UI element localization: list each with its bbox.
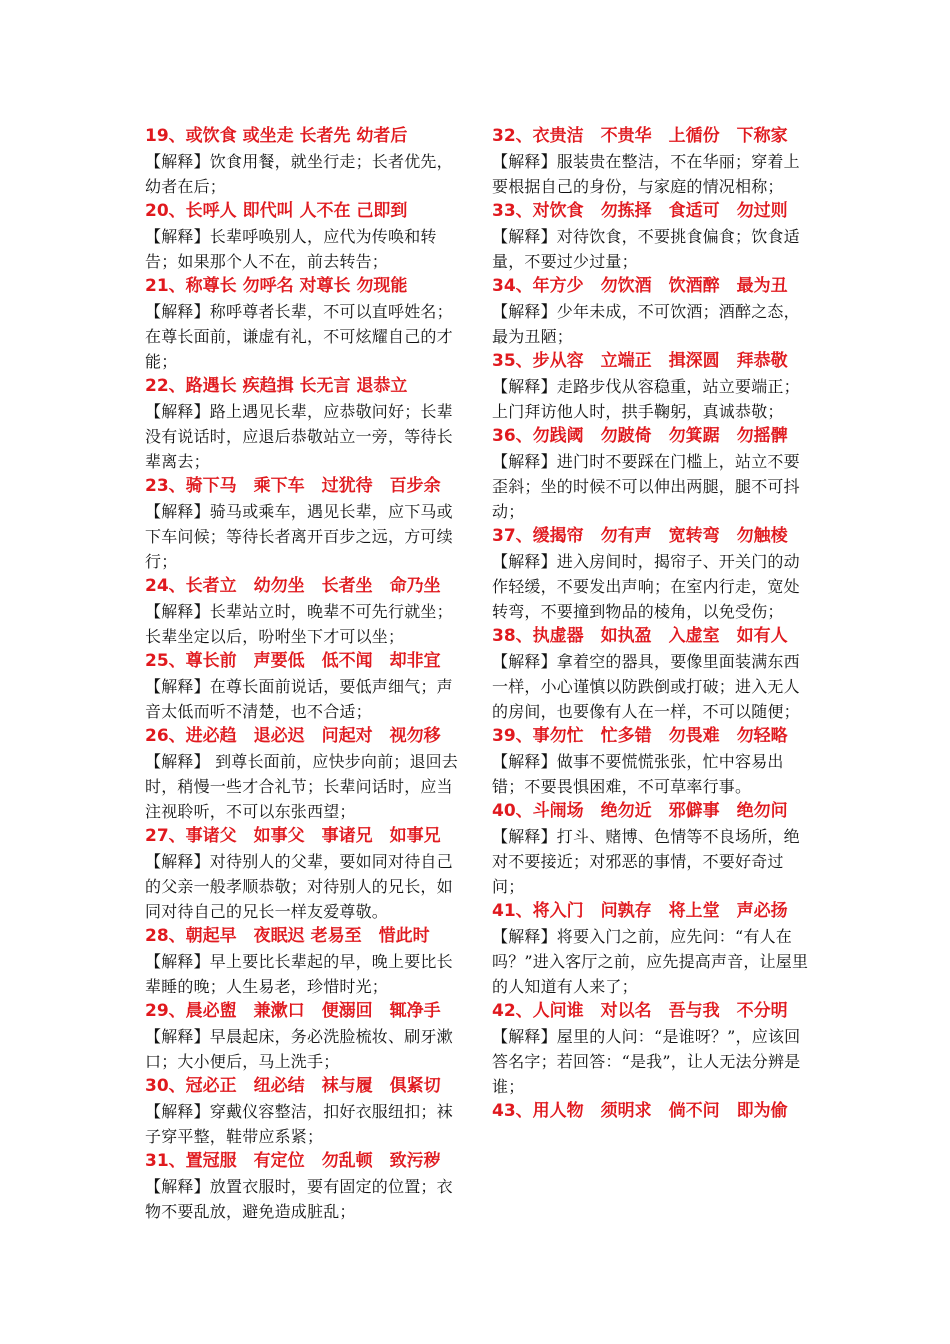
verse-explanation: 【解释】打斗、赌博、色情等不良场所，绝对不要接近；对邪恶的事情，不要好奇过问； xyxy=(492,827,800,896)
verse-entry xyxy=(492,624,812,724)
verse-heading: 41、将入门 问孰存 将上堂 声必扬 xyxy=(492,901,788,921)
verse-heading: 20、长呼人 即代叫 人不在 己即到 xyxy=(145,201,408,221)
verse-explanation: 【解释】进入房间时，揭帘子、开关门的动作轻缓，不要发出声响；在室内行走，宽处转弯，不要撞到物品的棱角，以免受伤； xyxy=(492,552,800,621)
verse-heading: 37、缓揭帘 勿有声 宽转弯 勿触棱 xyxy=(492,526,788,546)
verse-heading: 25、尊长前 声要低 低不闻 却非宜 xyxy=(145,651,441,671)
verse-explanation: 【解释】将要入门之前，应先问：“有人在吗？”进入客厅之前，应先提高声音，让屋里的人知道有人来了； xyxy=(492,927,809,996)
verse-entry xyxy=(145,1149,465,1224)
verse-explanation: 【解释】长辈呼唤别人，应代为传唤和转告；如果那个人不在，前去转告； xyxy=(145,227,437,271)
verse-entry xyxy=(492,999,812,1099)
verse-explanation: 【解释】穿戴仪容整洁，扣好衣服纽扣；袜子穿平整，鞋带应系紧； xyxy=(145,1102,453,1146)
verse-heading: 34、年方少 勿饮酒 饮酒醉 最为丑 xyxy=(492,276,788,296)
verse-explanation: 【解释】屋里的人问：“是谁呀？”，应该回答名字；若回答：“是我”，让人无法分辨是谁； xyxy=(492,1027,801,1096)
verse-explanation: 【解释】放置衣服时，要有固定的位置；衣物不要乱放，避免造成脏乱； xyxy=(145,1177,453,1221)
verse-entry xyxy=(492,349,812,424)
verse-explanation: 【解释】在尊长面前说话，要低声细气；声音太低而听不清楚，也不合适； xyxy=(145,677,453,721)
verse-entry xyxy=(145,274,465,374)
verse-explanation: 【解释】骑马或乘车，遇见长辈，应下马或下车问候；等待长者离开百步之远，方可续行； xyxy=(145,502,453,571)
verse-heading: 40、斗闹场 绝勿近 邪僻事 绝勿问 xyxy=(492,801,788,821)
verse-entry xyxy=(145,1074,465,1149)
verse-heading: 43、用人物 须明求 倘不问 即为偷 xyxy=(492,1101,788,1121)
verse-entry xyxy=(145,649,465,724)
verse-heading: 23、骑下马 乘下车 过犹待 百步余 xyxy=(145,476,441,496)
verse-explanation: 【解释】进门时不要踩在门槛上，站立不要歪斜；坐的时候不可以伸出两腿，腿不可抖动； xyxy=(492,452,800,521)
verse-explanation: 【解释】少年未成，不可饮酒；酒醉之态，最为丑陋； xyxy=(492,302,800,346)
verse-explanation: 【解释】早晨起床，务必洗脸梳妆、刷牙漱口；大小便后，马上洗手； xyxy=(145,1027,453,1071)
verse-explanation: 【解释】做事不要慌慌张张，忙中容易出错；不要畏惧困难，不可草率行事。 xyxy=(492,752,784,796)
verse-entry xyxy=(145,824,465,924)
verse-entry xyxy=(145,374,465,474)
verse-entry xyxy=(492,124,812,199)
verse-explanation: 【解释】饮食用餐，就坐行走；长者优先，幼者在后； xyxy=(145,152,453,196)
verse-entry xyxy=(492,274,812,349)
verse-explanation: 【解释】走路步伐从容稳重，站立要端正；上门拜访他人时，拱手鞠躬，真诚恭敬； xyxy=(492,377,800,421)
verse-explanation: 【解释】早上要比长辈起的早，晚上要比长辈睡的晚；人生易老，珍惜时光； xyxy=(145,952,453,996)
verse-heading: 35、步从容 立端正 揖深圆 拜恭敬 xyxy=(492,351,788,371)
verse-heading: 21、称尊长 勿呼名 对尊长 勿现能 xyxy=(145,276,408,296)
verse-explanation: 【解释】对待饮食，不要挑食偏食；饮食适量，不要过少过量； xyxy=(492,227,800,271)
verse-heading: 28、朝起早 夜眠迟 老易至 惜此时 xyxy=(145,926,430,946)
verse-explanation: 【解释】对待别人的父辈，要如同对待自己的父亲一般孝顺恭敬；对待别人的兄长，如同对待自己的兄长一样友爱尊敬。 xyxy=(145,852,453,921)
verse-explanation: 【解释】拿着空的器具，要像里面装满东西一样，小心谨慎以防跌倒或打破；进入无人的房间，也要像有人在一样，不可以随便； xyxy=(492,652,800,721)
verse-heading: 30、冠必正 纽必结 袜与履 俱紧切 xyxy=(145,1076,441,1096)
verse-explanation: 【解释】 到尊长面前，应快步向前；退回去时，稍慢一些才合礼节；长辈问话时，应当注视聆听，不可以东张西望； xyxy=(145,752,459,821)
verse-entry xyxy=(145,724,465,824)
verse-entry xyxy=(492,524,812,624)
verse-heading: 19、或饮食 或坐走 长者先 幼者后 xyxy=(145,126,408,146)
verse-heading: 27、事诸父 如事父 事诸兄 如事兄 xyxy=(145,826,441,846)
verse-entry xyxy=(145,199,465,274)
verse-heading: 31、置冠服 有定位 勿乱顿 致污秽 xyxy=(145,1151,441,1171)
verse-entry xyxy=(492,899,812,999)
verse-entry xyxy=(492,724,812,799)
verse-entry xyxy=(492,199,812,274)
verse-entry xyxy=(145,574,465,649)
verse-entry xyxy=(492,424,812,524)
verse-explanation: 【解释】服装贵在整洁，不在华丽；穿着上要根据自己的身份，与家庭的情况相称； xyxy=(492,152,800,196)
verse-explanation: 【解释】长辈站立时，晚辈不可先行就坐；长辈坐定以后，吩咐坐下才可以坐； xyxy=(145,602,453,646)
verse-explanation: 【解释】路上遇见长辈，应恭敬问好；长辈没有说话时，应退后恭敬站立一旁，等待长辈离去； xyxy=(145,402,453,471)
verse-entry xyxy=(492,1099,812,1124)
verse-entry xyxy=(492,799,812,899)
verse-heading: 32、衣贵洁 不贵华 上循份 下称家 xyxy=(492,126,788,146)
left-column xyxy=(145,124,465,1224)
right-column xyxy=(492,124,812,1124)
verse-explanation: 【解释】称呼尊者长辈，不可以直呼姓名；在尊长面前，谦虚有礼，不可炫耀自己的才能； xyxy=(145,302,453,371)
verse-heading: 26、进必趋 退必迟 问起对 视勿移 xyxy=(145,726,441,746)
verse-entry xyxy=(145,924,465,999)
verse-heading: 36、勿践阈 勿跛倚 勿箕踞 勿摇髀 xyxy=(492,426,788,446)
verse-heading: 29、晨必盥 兼漱口 便溺回 辄净手 xyxy=(145,1001,441,1021)
verse-heading: 39、事勿忙 忙多错 勿畏难 勿轻略 xyxy=(492,726,788,746)
verse-entry xyxy=(145,124,465,199)
verse-entry xyxy=(145,474,465,574)
verse-heading: 33、对饮食 勿拣择 食适可 勿过则 xyxy=(492,201,788,221)
verse-entry xyxy=(145,999,465,1074)
verse-heading: 42、人问谁 对以名 吾与我 不分明 xyxy=(492,1001,788,1021)
verse-heading: 38、执虚器 如执盈 入虚室 如有人 xyxy=(492,626,788,646)
verse-heading: 24、长者立 幼勿坐 长者坐 命乃坐 xyxy=(145,576,441,596)
verse-heading: 22、路遇长 疾趋揖 长无言 退恭立 xyxy=(145,376,408,396)
